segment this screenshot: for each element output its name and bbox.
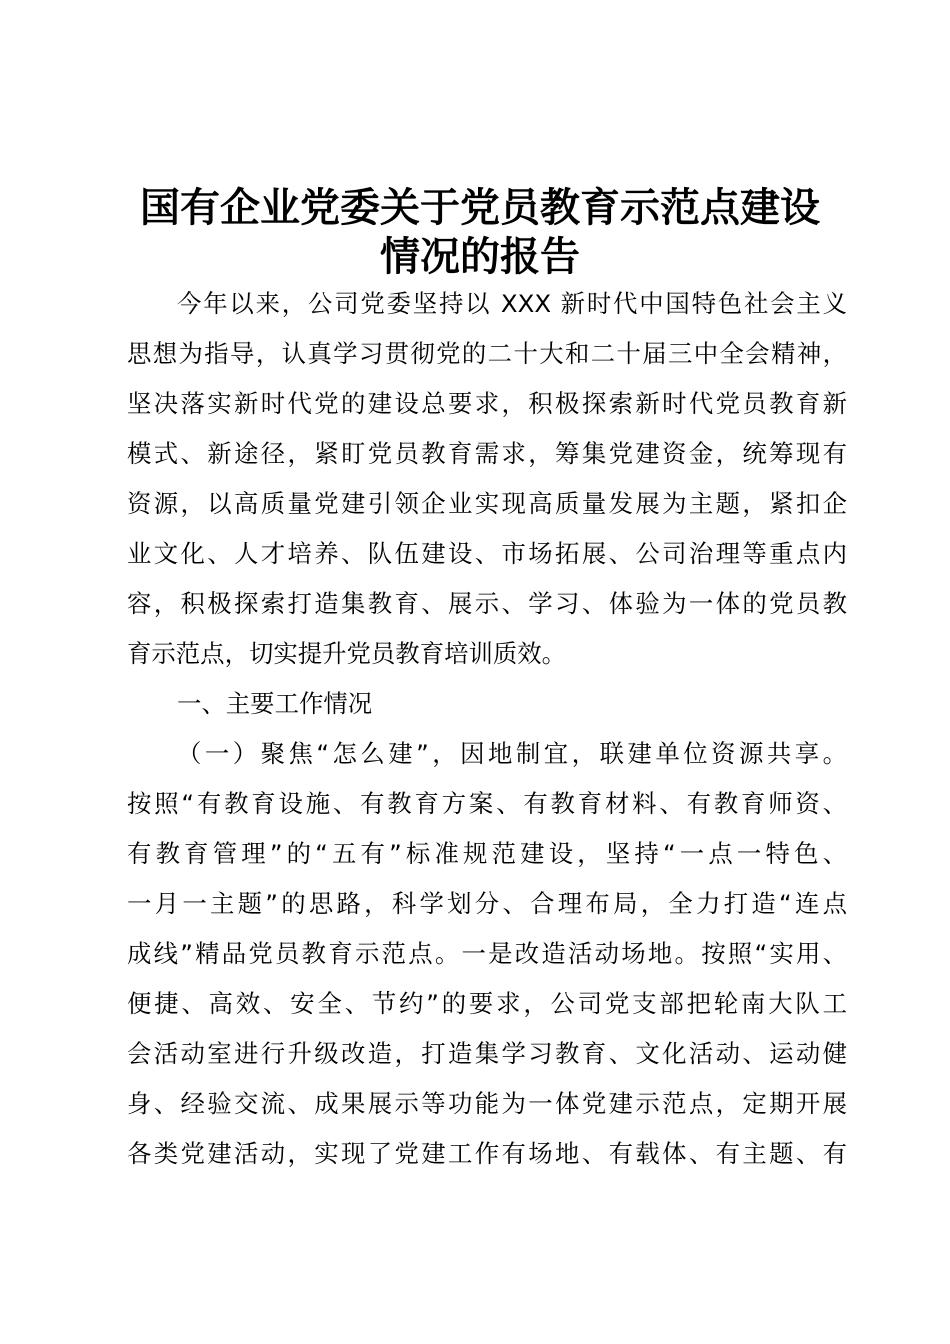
text-line: 容，积极探索打造集教育、展示、学习、体验为一体的党员教 — [127, 589, 847, 618]
text-line: 坚决落实新时代党的建设总要求，积极探索新时代党员教育新 — [127, 389, 847, 418]
text-line: 育示范点，切实提升党员教育培训质效。 — [127, 639, 567, 668]
text-line: 便捷、高效、安全、节约”的要求，公司党支部把轮南大队工 — [127, 989, 847, 1018]
text-line: （一）聚焦“怎么建”，因地制宜，联建单位资源共享。 — [177, 739, 847, 768]
text-line: 模式、新途径，紧盯党员教育需求，筹集党建资金，统筹现有 — [127, 439, 847, 468]
paragraph-section-1 — [127, 729, 847, 1179]
text-line: 思想为指导，认真学习贯彻党的二十大和二十届三中全会精神， — [127, 339, 847, 368]
text-line: 身、经验交流、成果展示等功能为一体党建示范点，定期开展 — [127, 1089, 847, 1118]
text-line: 业文化、人才培养、队伍建设、市场拓展、公司治理等重点内 — [127, 539, 847, 568]
text-line: 今年以来，公司党委坚持以 XXX 新时代中国特色社会主义 — [177, 289, 847, 318]
section-heading — [127, 679, 847, 729]
document-title-line-1: 国有企业党委关于党员教育示范点建设 — [140, 184, 820, 231]
text-line: 资源，以高质量党建引领企业实现高质量发展为主题，紧扣企 — [127, 489, 847, 518]
text-line: 成线”精品党员教育示范点。一是改造活动场地。按照“实用、 — [127, 939, 847, 968]
text-line: 按照“有教育设施、有教育方案、有教育材料、有教育师资、 — [127, 789, 847, 818]
section-heading-text: 一、主要工作情况 — [177, 689, 373, 718]
text-line: 一月一主题”的思路，科学划分、合理布局，全力打造“连点 — [127, 889, 847, 918]
text-line: 有教育管理”的“五有”标准规范建设，坚持“一点一特色、 — [127, 839, 847, 868]
paragraph-intro — [127, 279, 847, 679]
document-title-line-2: 情况的报告 — [380, 233, 580, 280]
text-line: 会活动室进行升级改造，打造集学习教育、文化活动、运动健 — [127, 1039, 847, 1068]
text-line: 各类党建活动，实现了党建工作有场地、有载体、有主题、有 — [127, 1139, 847, 1168]
